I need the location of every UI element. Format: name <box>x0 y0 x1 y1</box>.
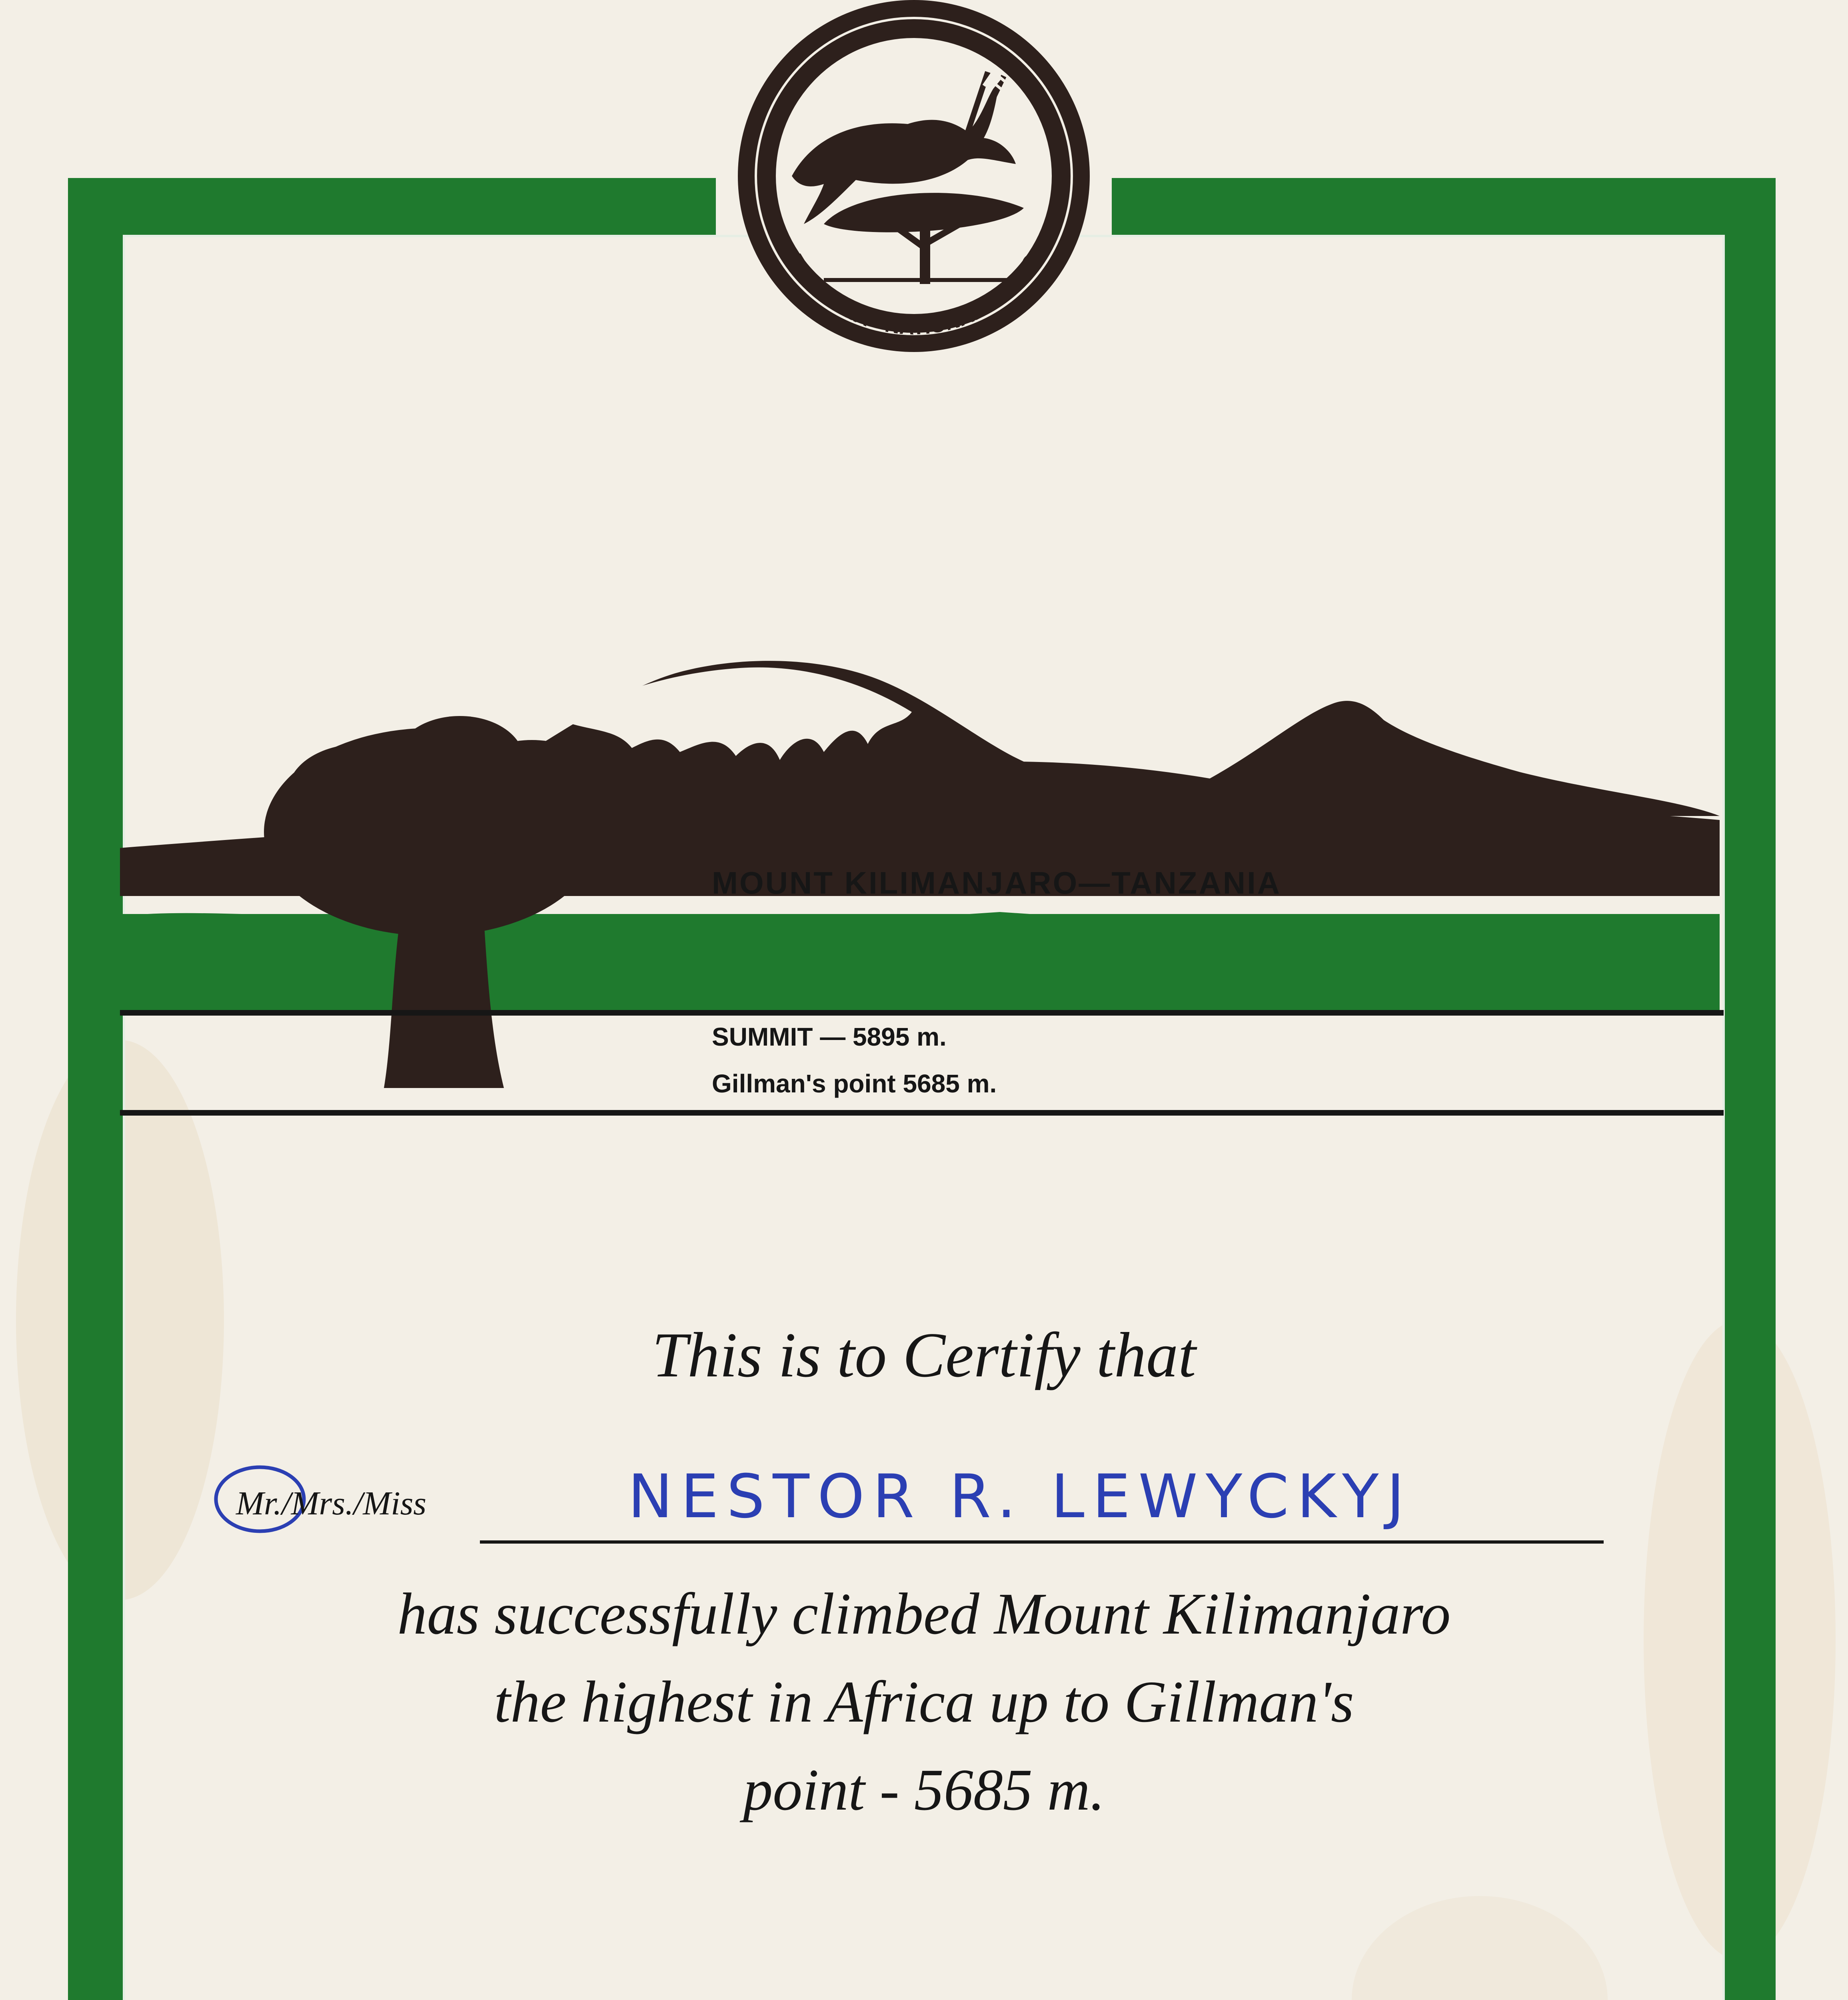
seal-lettering <box>0 0 1848 400</box>
certificate-heading: This is to Certify that <box>652 1319 1196 1390</box>
seal-bottom-text: TANZANIA • NATIONAL PARKS <box>784 251 1044 340</box>
salutation-label: Mr./Mrs./Miss <box>236 1485 427 1522</box>
gillmans-point-height: Gillman's point 5685 m. <box>712 1069 997 1098</box>
certificate-line-3: point - 5685 m. <box>743 1757 1105 1823</box>
banner-title: MOUNT KILIMANJARO—TANZANIA <box>712 865 1282 900</box>
certificate-line-1: has successfully climbed Mount Kilimanjaro <box>397 1581 1451 1647</box>
recipient-name: NESTOR R. LEWYCKYJ <box>628 1462 1412 1532</box>
certificate-line-2: the highest in Africa up to Gillman's <box>494 1669 1354 1735</box>
seal-top-text: HIFADHI ZA TAIFA <box>800 40 1028 114</box>
summit-height: SUMMIT — 5895 m. <box>712 1022 947 1051</box>
